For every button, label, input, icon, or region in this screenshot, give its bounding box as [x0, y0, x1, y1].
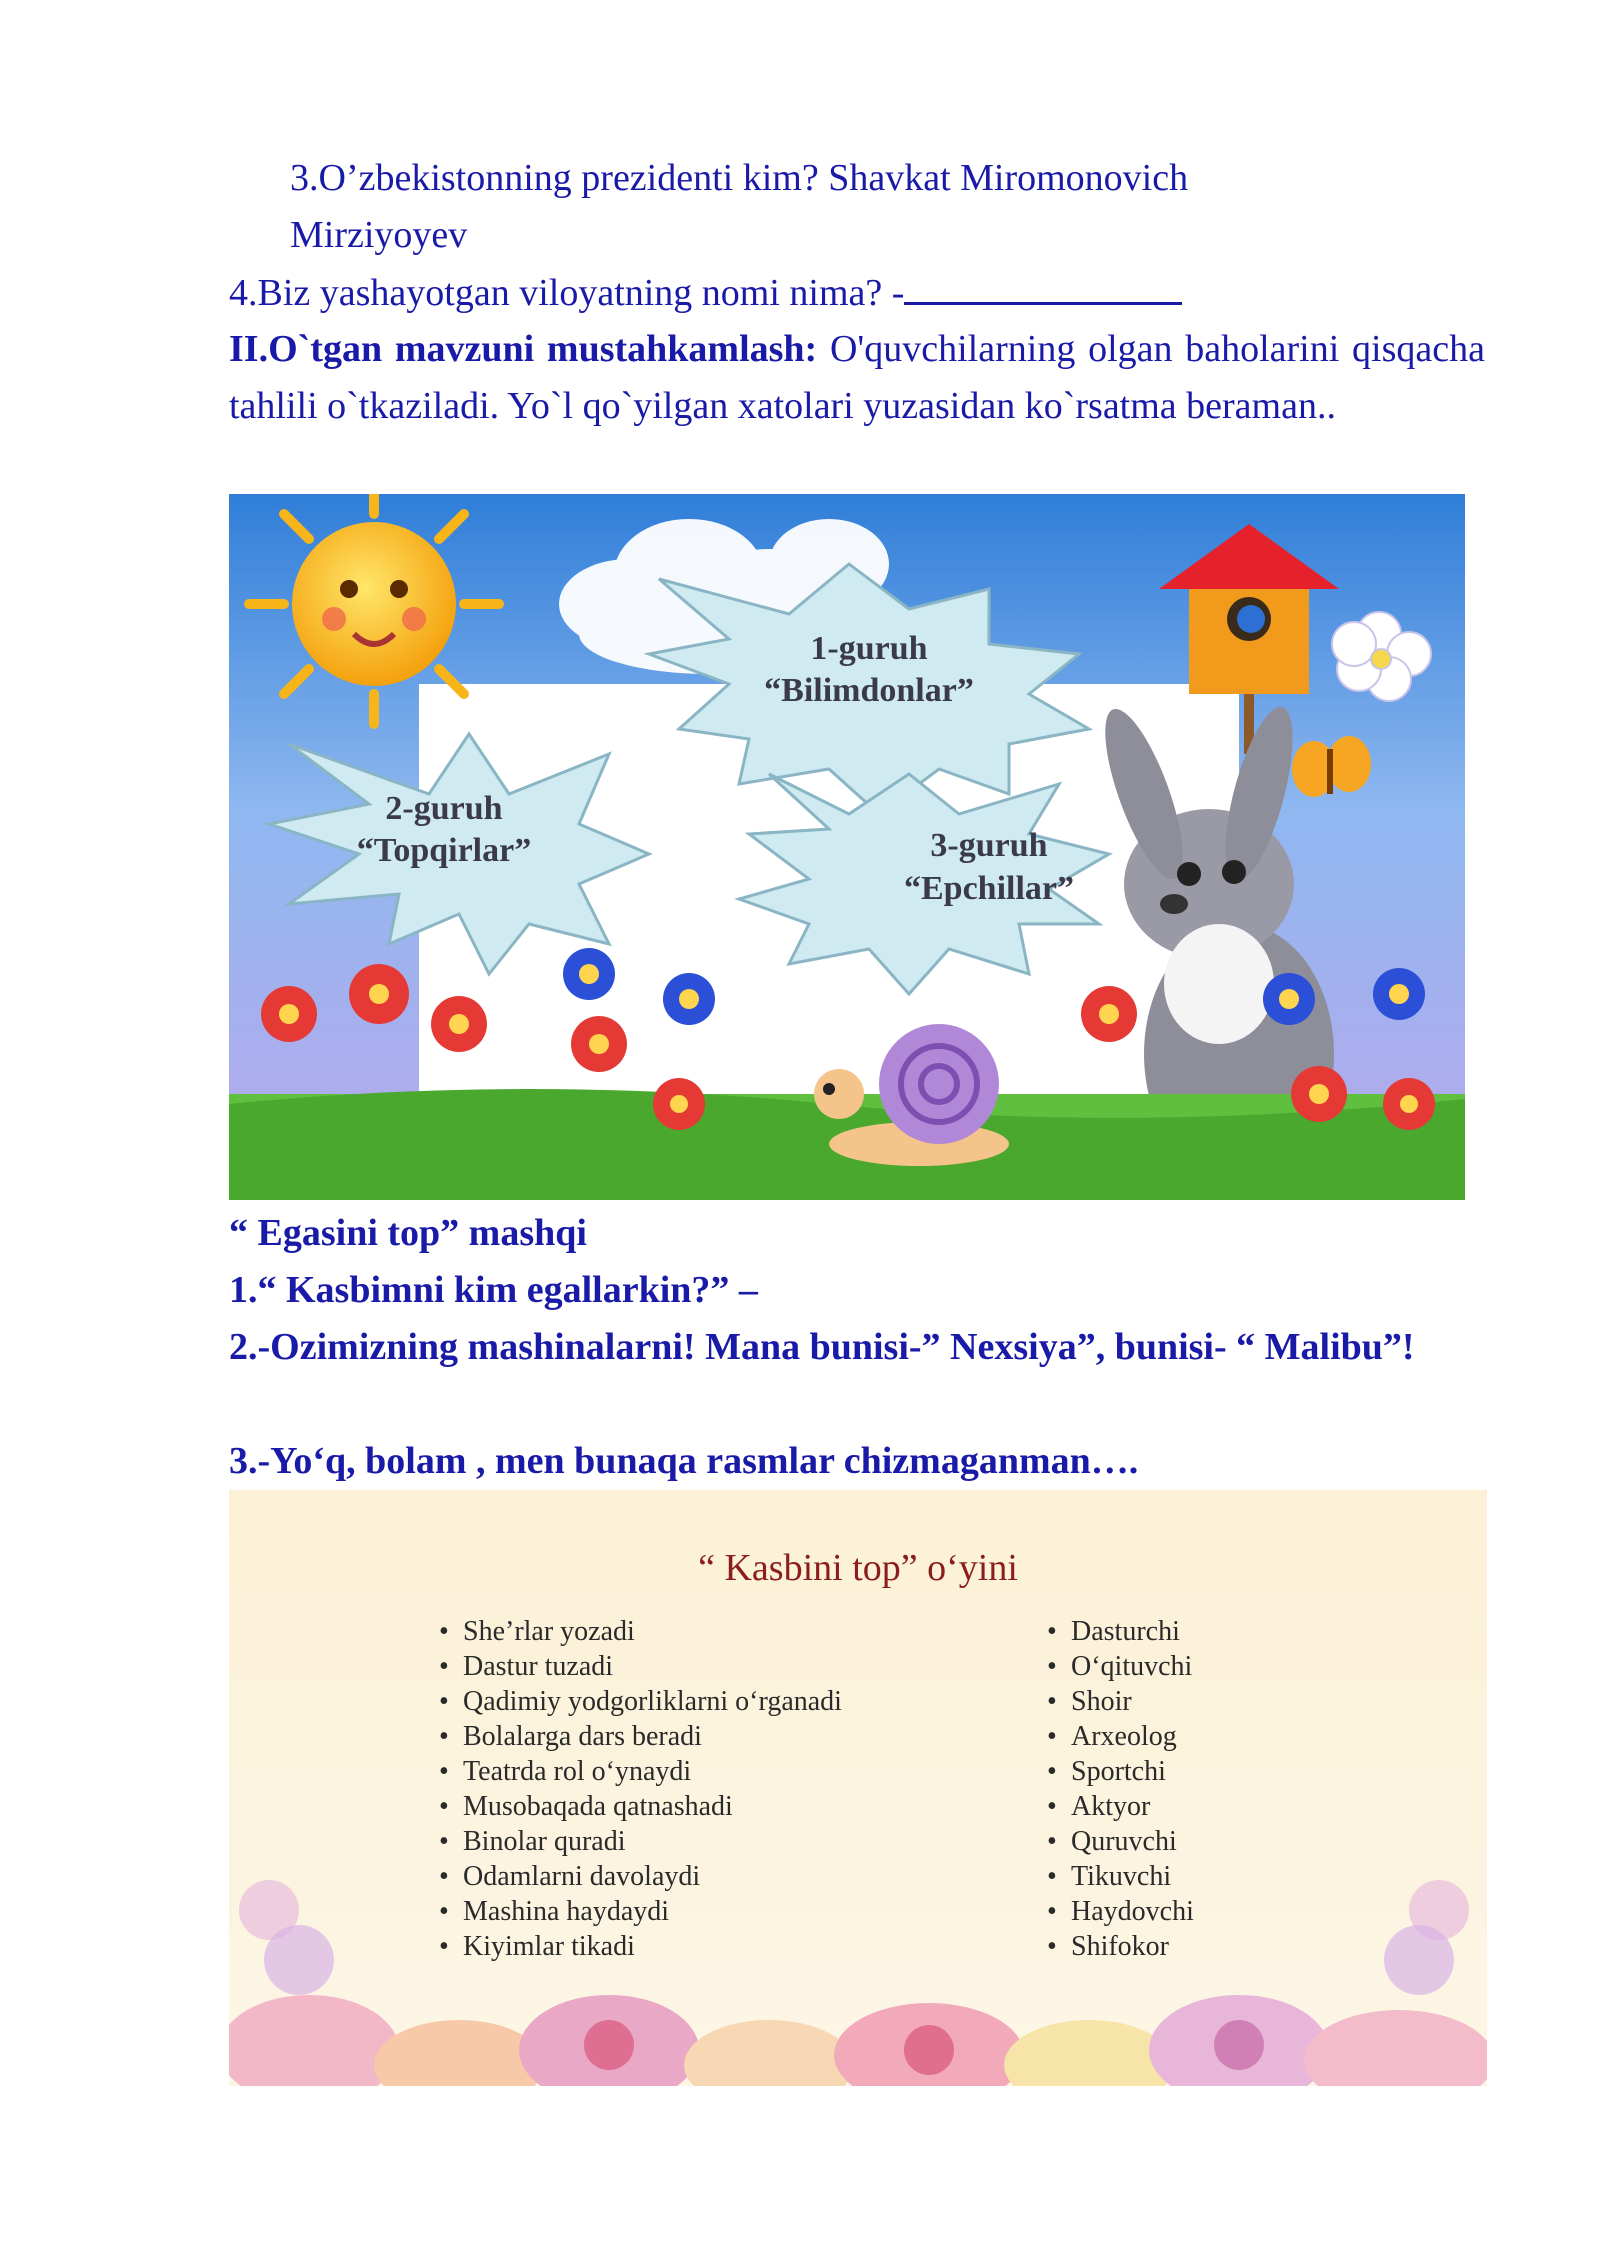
- exercise-item-3: 3.-Yo‘q, bolam , men bunaqa rasmlar chizmaganman….: [229, 1440, 1139, 1482]
- exercise-title: “ Egasini top” mashqi: [229, 1212, 587, 1254]
- description-item: Odamlarni davolaydi: [463, 1861, 701, 1892]
- description-bullet: •: [439, 1861, 449, 1892]
- profession-item: Quruvchi: [1071, 1826, 1177, 1857]
- question-4: [229, 264, 1182, 322]
- profession-bullet: •: [1047, 1616, 1057, 1647]
- profession-item: Tikuvchi: [1071, 1861, 1172, 1892]
- section-2-heading: II.O`tgan mavzuni mustahkamlash:: [229, 328, 818, 370]
- profession-game-card: [229, 1490, 1487, 2086]
- description-item: Qadimiy yodgorliklarni o‘rganadi: [463, 1686, 842, 1717]
- profession-item: Dasturchi: [1071, 1616, 1180, 1647]
- question-4-text: 4.Biz yashayotgan viloyatning nomi nima? -: [229, 272, 905, 314]
- exercise-item-1: 1.“ Kasbimni kim egallarkin?” –: [229, 1269, 758, 1311]
- description-bullet: •: [439, 1721, 449, 1752]
- section-2-paragraph: [229, 321, 1485, 435]
- profession-item: Shifokor: [1071, 1931, 1169, 1962]
- group-1-name: “Bilimdonlar”: [764, 672, 974, 709]
- profession-bullet: •: [1047, 1791, 1057, 1822]
- profession-bullet: •: [1047, 1861, 1057, 1892]
- profession-item: Aktyor: [1071, 1791, 1151, 1822]
- group-1-number: 1-guruh: [810, 630, 928, 667]
- description-item: Kiyimlar tikadi: [463, 1931, 635, 1962]
- profession-bullet: •: [1047, 1721, 1057, 1752]
- description-bullet: •: [439, 1756, 449, 1787]
- description-item: Musobaqada qatnashadi: [463, 1791, 733, 1822]
- section-2-text: O'quvchilarning olgan baholarini qisqacha tahlili o`tkaziladi. Yo`l qo`yilgan xatolari yuzasidan ko`rsatma beraman..: [229, 328, 1485, 427]
- profession-item: Haydovchi: [1071, 1896, 1194, 1927]
- profession-item: Shoir: [1071, 1686, 1132, 1717]
- description-item: Dastur tuzadi: [463, 1651, 614, 1682]
- answer-blank: [904, 264, 1182, 305]
- description-bullet: •: [439, 1616, 449, 1647]
- profession-item: Arxeolog: [1071, 1721, 1177, 1752]
- question-3-line-1: 3.O’zbekistonning prezidenti kim? Shavkat Miromonovich: [290, 157, 1189, 199]
- group-3-name: “Epchillar”: [903, 870, 1075, 907]
- profession-bullet: •: [1047, 1686, 1057, 1717]
- profession-bullet: •: [1047, 1931, 1057, 1962]
- groups-illustration: [229, 494, 1465, 1200]
- description-bullet: •: [439, 1896, 449, 1927]
- description-item: Binolar quradi: [463, 1826, 626, 1857]
- group-2-name: “Topqirlar”: [356, 832, 532, 869]
- profession-bullet: •: [1047, 1826, 1057, 1857]
- question-3-line-2: Mirziyoyev: [290, 214, 468, 256]
- description-bullet: •: [439, 1931, 449, 1962]
- description-bullet: •: [439, 1826, 449, 1857]
- description-item: Teatrda rol o‘ynaydi: [463, 1756, 692, 1787]
- profession-bullet: •: [1047, 1651, 1057, 1682]
- description-item: She’rlar yozadi: [463, 1616, 635, 1647]
- profession-bullet: •: [1047, 1896, 1057, 1927]
- profession-item: Sportchi: [1071, 1756, 1166, 1787]
- description-item: Mashina haydaydi: [463, 1896, 670, 1927]
- group-3-number: 3-guruh: [930, 827, 1048, 864]
- game-title: “ Kasbini top” o‘yini: [698, 1547, 1018, 1589]
- profession-item: O‘qituvchi: [1071, 1651, 1193, 1682]
- description-item: Bolalarga dars beradi: [463, 1721, 702, 1752]
- group-2-number: 2-guruh: [385, 790, 503, 827]
- description-bullet: •: [439, 1651, 449, 1682]
- profession-bullet: •: [1047, 1756, 1057, 1787]
- description-bullet: •: [439, 1686, 449, 1717]
- exercise-item-2: 2.-Ozimizning mashinalarni! Mana bunisi-” Nexsiya”, bunisi- “ Malibu”!: [229, 1326, 1415, 1368]
- description-bullet: •: [439, 1791, 449, 1822]
